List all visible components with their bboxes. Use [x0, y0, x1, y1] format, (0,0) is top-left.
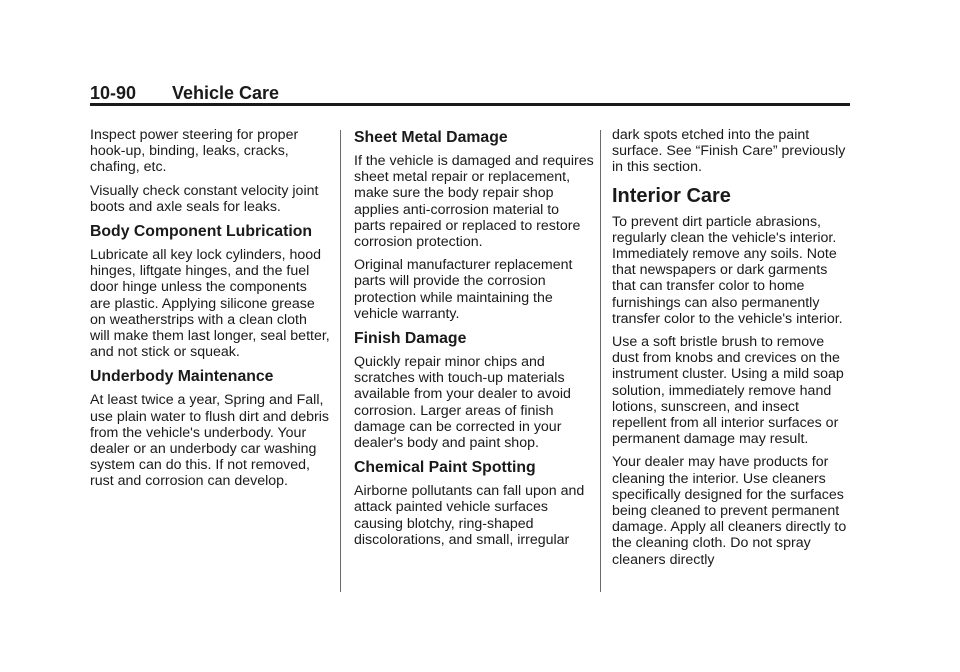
heading-sheet-metal-damage: Sheet Metal Damage — [354, 129, 508, 146]
paragraph-underbody: At least twice a year, Spring and Fall, use plain water to flush dirt and debris from the vehicle's underbody. Your dealer or an underbody car washing system can do this. If not removed, rust and corrosion can develop. — [90, 392, 329, 490]
section-title: Vehicle Care — [172, 83, 280, 103]
heading-chemical-paint-spotting: Chemical Paint Spotting — [354, 459, 536, 477]
heading-interior-care: Interior Care — [612, 184, 731, 207]
column-middle — [354, 128, 594, 555]
heading-body-component-lubrication: Body Component Lubrication — [90, 223, 313, 241]
column-left — [90, 127, 330, 497]
page-number: 10-90 — [90, 83, 137, 103]
paragraph-power-steering: Inspect power steering for proper hook-up, binding, leaks, cracks, chafing, etc. — [90, 127, 299, 176]
paragraph-interior-prevent: To prevent dirt particle abrasions, regularly clean the vehicle's interior. Immediately remove any soils. Note that newspapers or dark garments that can transfer color to home furnishings can also permanently transfer color to the vehicle's interior. — [612, 213, 843, 327]
paragraph-finish-damage: Quickly repair minor chips and scratches with touch-up materials available from your dealer to avoid corrosion. Larger areas of finish damage can be corrected in your dealer's body and paint shop. — [354, 354, 571, 452]
paragraph-sheet-metal: If the vehicle is damaged and requires sheet metal repair or replacement, make sure the body repair shop applies anti-corrosion material to parts repaired or replaced to restore corrosion protection. — [354, 153, 594, 251]
paragraph-replacement-parts: Original manufacturer replacement parts will provide the corrosion protection while maintaining the vehicle warranty. — [354, 257, 573, 322]
column-divider — [600, 130, 601, 592]
page-header — [90, 82, 850, 104]
paragraph-lubrication: Lubricate all key lock cylinders, hood hinges, liftgate hinges, and the fuel door hinge unless the components are plastic. Applying silicone grease on weatherstrips with a clean cloth will make them last longer, seal better, and not stick or squeak. — [90, 247, 330, 361]
paragraph-cv-joint: Visually check constant velocity joint boots and axle seals for leaks. — [90, 182, 319, 215]
header-rule — [90, 103, 850, 106]
paragraph-interior-brush: Use a soft bristle brush to remove dust from knobs and crevices on the instrument cluster. Using a mild soap solution, immediately remove hand lotions, sunscreen, and insect repellent from all interior surfaces or permanent damage may result. — [612, 334, 844, 448]
heading-finish-damage: Finish Damage — [354, 330, 467, 348]
heading-underbody-maintenance: Underbody Maintenance — [90, 368, 274, 386]
column-divider — [340, 130, 341, 592]
paragraph-dark-spots: dark spots etched into the paint surface. See “Finish Care” previously in this section. — [612, 127, 846, 176]
column-right — [612, 127, 852, 575]
paragraph-chemical-spotting: Airborne pollutants can fall upon and attack painted vehicle surfaces causing blotchy, ring-shaped discolorations, and small, irregular — [354, 483, 585, 548]
paragraph-interior-cleaners: Your dealer may have products for cleaning the interior. Use cleaners specifically designed for the surfaces being cleaned to prevent permanent damage. Apply all cleaners directly to the cleaning cloth. Do not spray cleaners directly — [612, 454, 847, 568]
